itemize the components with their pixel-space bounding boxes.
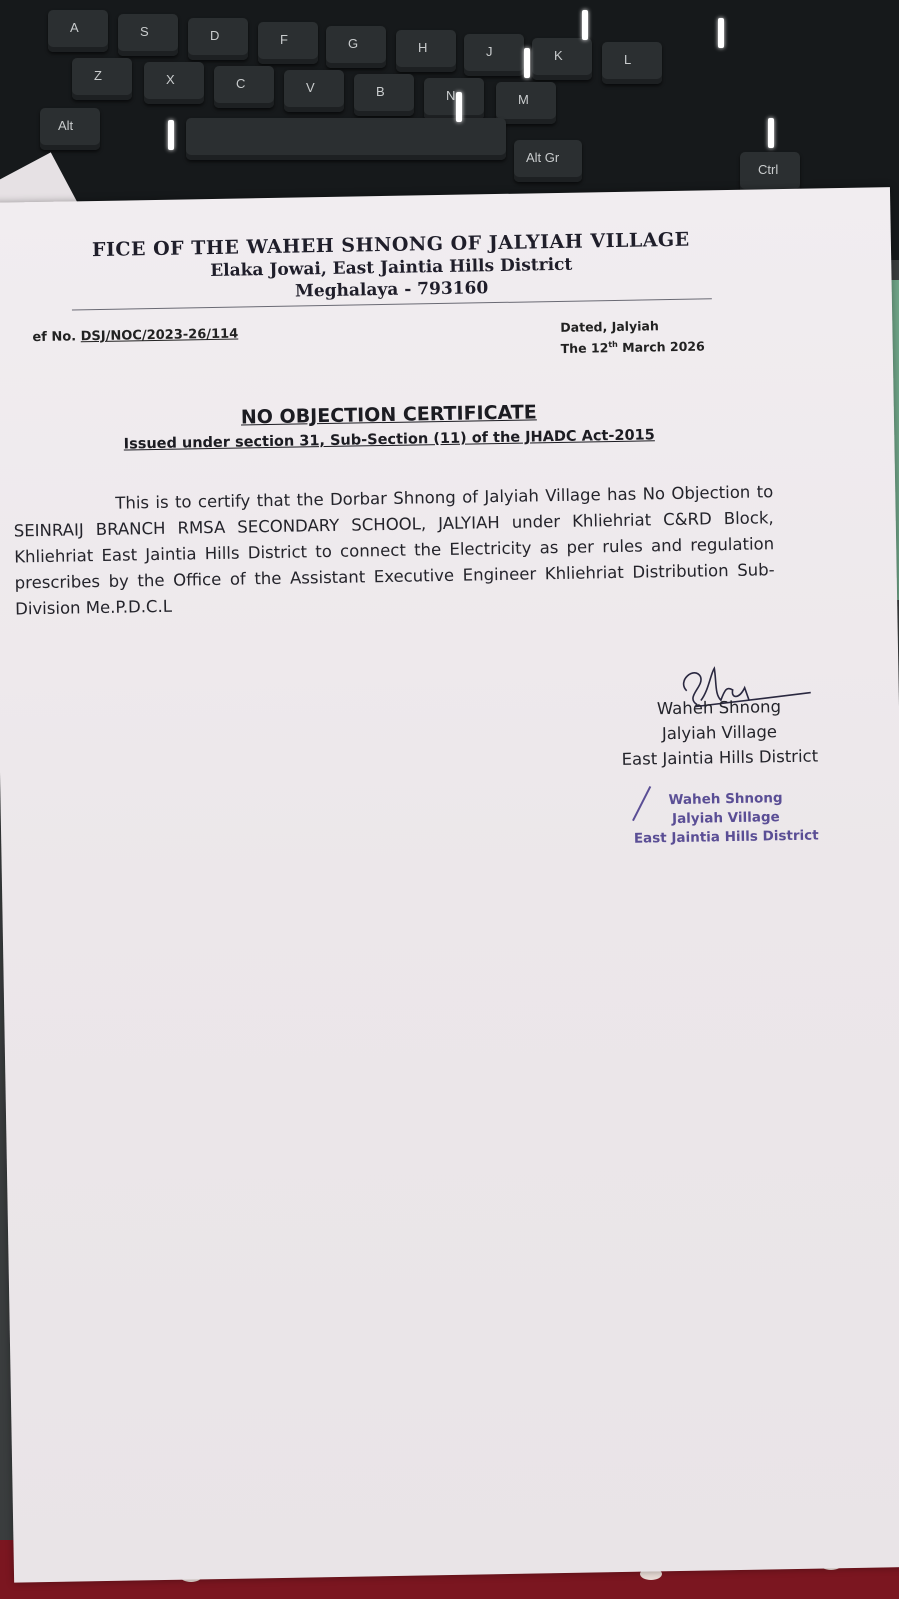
key-k: K — [532, 38, 592, 80]
date-block — [560, 316, 705, 358]
key-h: H — [396, 30, 456, 72]
date-value: The 12th March 2026 — [560, 338, 705, 357]
key-space — [186, 118, 506, 160]
key-backlight — [168, 120, 174, 150]
certificate-body: This is to certify that the Dorbar Shnong of Jalyiah Village has No Objection to SEINRAIJ BRANCH RMSA SECONDARY SCHOOL, JALYIAH under Khliehriat C&RD Block, Khliehriat East Jaintia Hills District to connect the Electricity as per rules and regulation prescribes by the Office of the Assistant Executive Engineer Khliehriat Distribution Sub-Division Me.P.D.C.L — [13, 482, 775, 619]
key-c: C — [214, 66, 274, 108]
official-stamp — [620, 788, 831, 849]
key-g: G — [326, 26, 386, 68]
key-m: M — [496, 82, 556, 124]
key-z: Z — [72, 58, 132, 100]
key-backlight — [582, 10, 588, 40]
key-f: F — [258, 22, 318, 64]
stamp-title: Waheh Shnong — [668, 790, 783, 809]
key-backlight — [524, 48, 530, 78]
letterhead — [81, 228, 702, 305]
stamp-district: East Jaintia Hills District — [633, 827, 819, 847]
key-l: L — [602, 42, 662, 84]
key-d: D — [188, 18, 248, 60]
key-backlight — [718, 18, 724, 48]
key-j: J — [464, 34, 524, 76]
key-a: A — [48, 10, 108, 52]
key-s: S — [118, 14, 178, 56]
stamp-village: Jalyiah Village — [671, 809, 780, 828]
letterhead-address: Elaka Jowai, East Jaintia Hills District — [210, 254, 573, 282]
key-n: N — [424, 78, 484, 120]
key-ctrl: Ctrl — [740, 152, 800, 194]
letterhead-state: Meghalaya - 793160 — [294, 278, 489, 302]
certificate-paper — [0, 187, 899, 1582]
key-x: X — [144, 62, 204, 104]
key-v: V — [284, 70, 344, 112]
signatory-district: East Jaintia Hills District — [621, 746, 819, 769]
certificate-title: NO OBJECTION CERTIFICATE — [240, 401, 537, 429]
date-place: Dated, Jalyiah — [560, 318, 659, 335]
letterhead-office: FICE OF THE WAHEH SHNONG OF JALYIAH VILLAGE — [91, 228, 690, 262]
reference-number — [32, 327, 238, 346]
signatory-block — [599, 693, 840, 772]
signatory-title: Waheh Shnong — [656, 697, 782, 719]
reference-value: DSJ/NOC/2023-26/114 — [80, 326, 239, 345]
reference-label: ef No. — [32, 329, 77, 346]
key-backlight — [456, 92, 462, 122]
certificate-subtitle: Issued under section 31, Sub-Section (11) of the JHADC Act-2015 — [123, 427, 655, 453]
signatory-village: Jalyiah Village — [661, 722, 778, 744]
key-backlight — [768, 118, 774, 148]
key-b: B — [354, 74, 414, 116]
key-altgr: Alt Gr — [514, 140, 582, 182]
key-alt: Alt — [40, 108, 100, 150]
